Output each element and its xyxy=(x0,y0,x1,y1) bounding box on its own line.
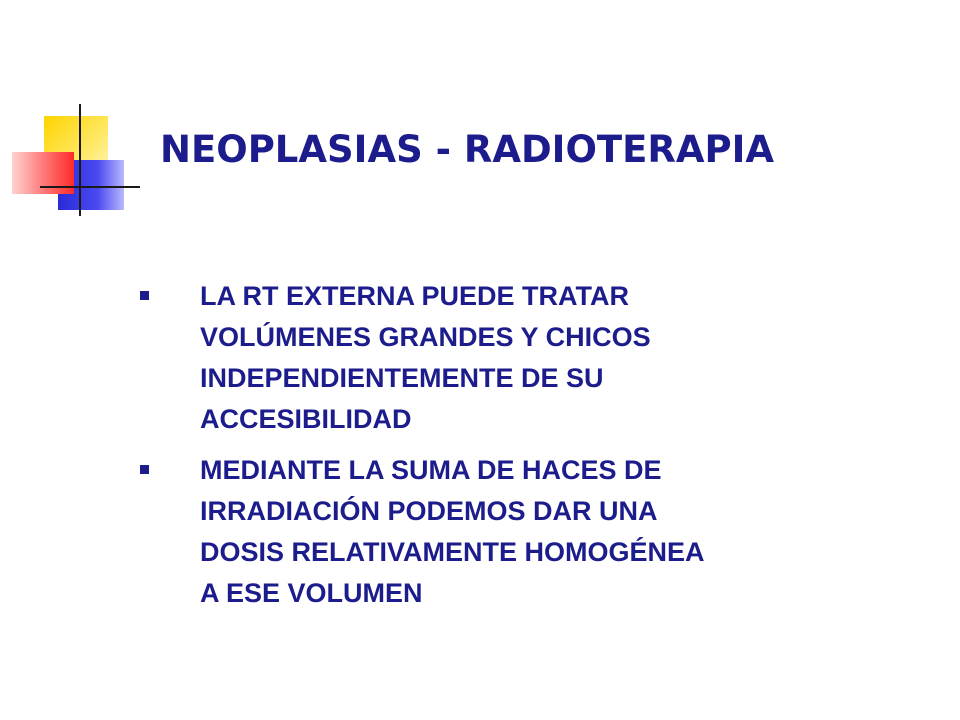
bullet-text: MEDIANTE LA SUMA DE HACES DE IRRADIACIÓN PODEMOS DAR UNA DOSIS RELATIVAMENTE HOMOGÉNEA A ESE VOLUMEN xyxy=(200,455,705,608)
vertical-line xyxy=(79,104,81,216)
horizontal-line xyxy=(40,186,140,188)
bullet-text: LA RT EXTERNA PUEDE TRATAR VOLÚMENES GRANDES Y CHICOS INDEPENDIENTEMENTE DE SU ACCESIBILIDAD xyxy=(200,281,651,434)
square-bullet-icon xyxy=(140,465,149,474)
slide-title: NEOPLASIAS - RADIOTERAPIA xyxy=(160,128,775,171)
bullet-list xyxy=(140,276,920,624)
square-bullet-icon xyxy=(140,291,149,300)
bullet-item xyxy=(140,450,920,614)
bullet-item xyxy=(140,276,920,440)
decorative-squares-logo xyxy=(0,0,140,220)
